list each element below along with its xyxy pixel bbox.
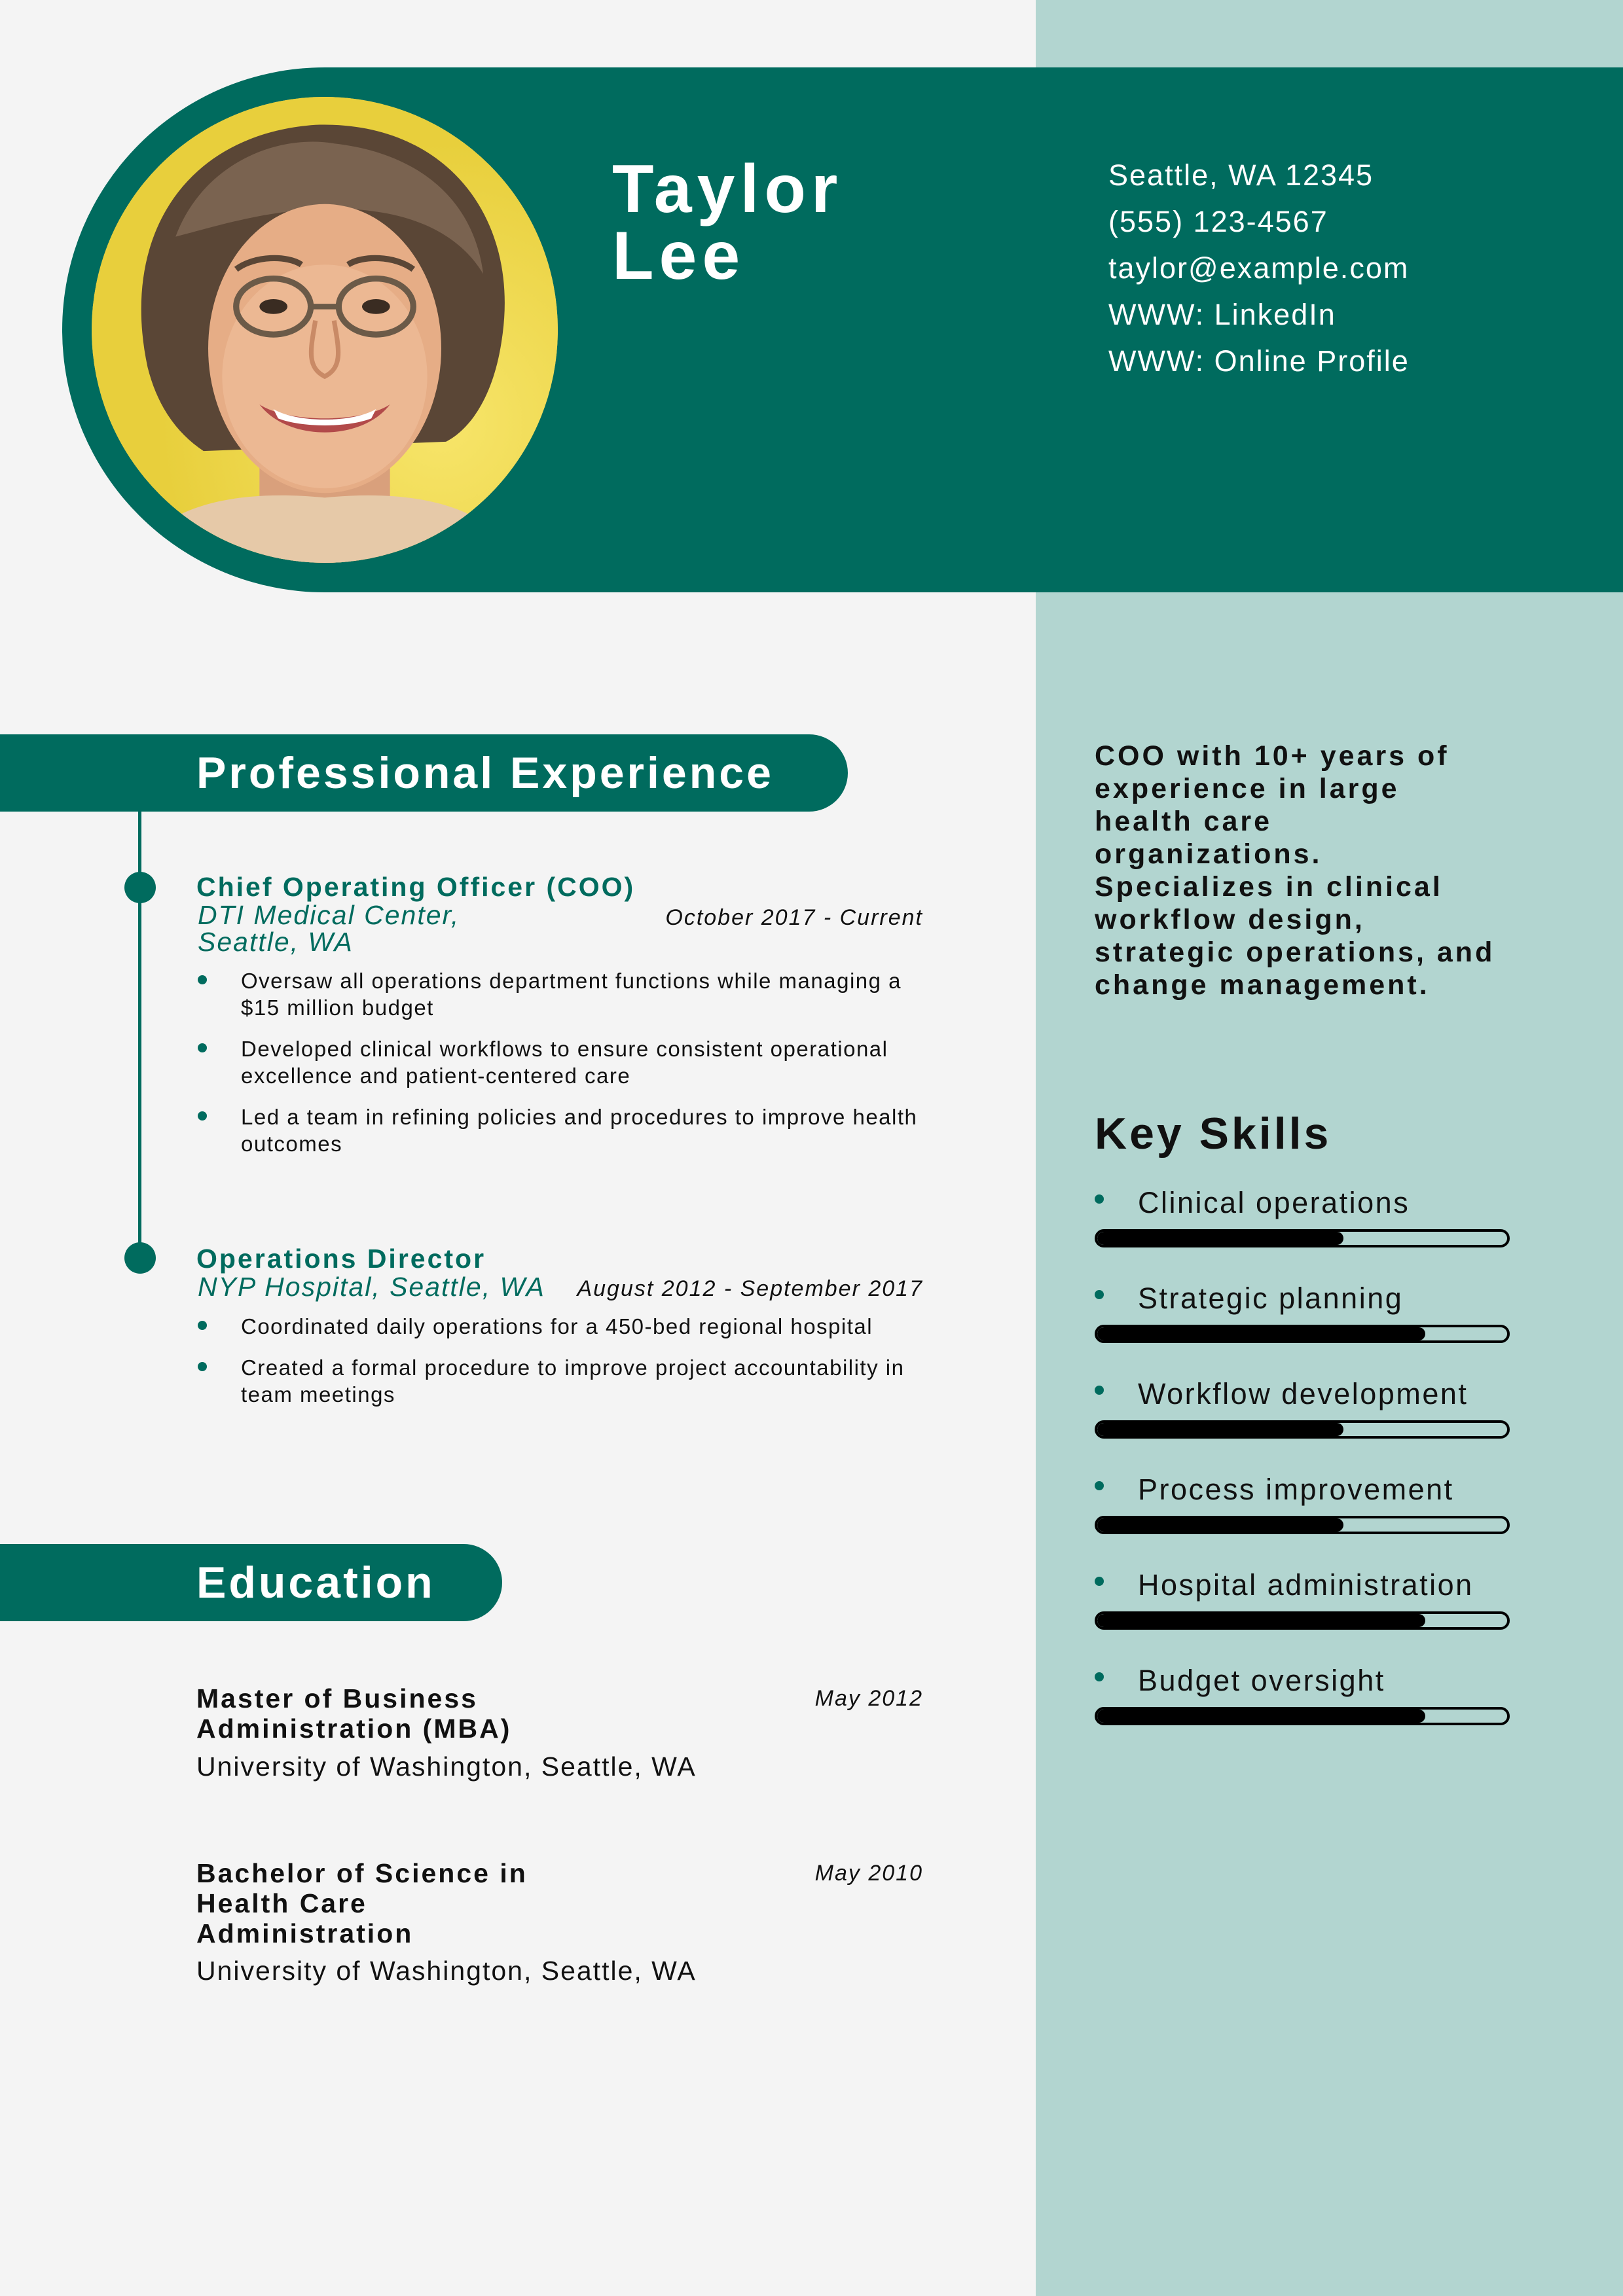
education-degree (196, 1858, 655, 1948)
skill-bullet (1095, 1194, 1104, 1204)
degree-line: Bachelor of Science in (196, 1858, 528, 1888)
profile-photo-illustration (92, 97, 558, 563)
contact-address: Seattle, WA 12345 (1108, 158, 1374, 192)
skill-level-bar (1095, 1611, 1510, 1630)
skill-label: Budget oversight (1138, 1664, 1385, 1697)
skill-level-bar (1095, 1420, 1510, 1439)
job-company-line: Seattle, WA (198, 927, 354, 957)
skill-level-bar (1095, 1707, 1510, 1725)
profile-photo (92, 97, 558, 563)
timeline-dot (124, 872, 156, 903)
education-degree (196, 1683, 655, 1744)
job-bullet: Oversaw all operations department functions while managing a $15 million budget (198, 967, 938, 1021)
education-heading-text: Education (196, 1558, 435, 1607)
skill-label: Workflow development (1138, 1377, 1468, 1410)
degree-line: Master of Business (196, 1683, 478, 1713)
skill-level-bar (1095, 1325, 1510, 1343)
contact-linkedin[interactable]: WWW: LinkedIn (1108, 298, 1336, 331)
skill-bullet (1095, 1290, 1104, 1299)
job-company-line: DTI Medical Center, (198, 900, 460, 930)
skill-label: Process improvement (1138, 1473, 1454, 1506)
degree-line: Administration (MBA) (196, 1713, 512, 1744)
job-bullet: Led a team in refining policies and procedures to improve health outcomes (198, 1103, 938, 1157)
skill-level-fill (1097, 1710, 1425, 1723)
education-date: May 2012 (814, 1686, 923, 1711)
professional-summary: COO with 10+ years of experience in large health care organizations. Specializes in clinical workflow design, strategic operations, and change management. (1095, 740, 1495, 1001)
job-bullet: Created a formal procedure to improve project accountability in team meetings (198, 1354, 938, 1408)
skill-level-bar (1095, 1516, 1510, 1534)
skill-bullet (1095, 1386, 1104, 1395)
contact-info (1108, 152, 1410, 384)
skill-level-fill (1097, 1423, 1343, 1436)
skill-bullet (1095, 1481, 1104, 1490)
job-bullet: Developed clinical workflows to ensure consistent operational excellence and patient-centered care (198, 1035, 938, 1089)
skill-level-fill (1097, 1232, 1343, 1245)
education-date: May 2010 (814, 1861, 923, 1886)
candidate-name (612, 151, 843, 294)
skill-label: Clinical operations (1138, 1186, 1410, 1219)
job-title: Operations Director (196, 1244, 486, 1274)
experience-heading (0, 734, 848, 812)
job-bullets (198, 1313, 938, 1422)
job-company: NYP Hospital, Seattle, WA (198, 1272, 545, 1302)
job-bullet: Coordinated daily operations for a 450-bed regional hospital (198, 1313, 938, 1340)
degree-line: Health Care (196, 1888, 367, 1918)
skill-label: Hospital administration (1138, 1568, 1474, 1602)
contact-email[interactable]: taylor@example.com (1108, 251, 1410, 285)
skill-bullet (1095, 1672, 1104, 1681)
skills-heading: Key Skills (1095, 1109, 1332, 1158)
job-dates: August 2012 - September 2017 (577, 1276, 923, 1301)
skill-level-fill (1097, 1518, 1343, 1532)
education-school: University of Washington, Seattle, WA (196, 1956, 697, 1986)
experience-heading-text: Professional Experience (196, 748, 774, 798)
skill-level-bar (1095, 1229, 1510, 1247)
last-name: Lee (612, 218, 746, 294)
job-title: Chief Operating Officer (COO) (196, 872, 636, 902)
degree-line: Administration (196, 1918, 414, 1948)
contact-phone: (555) 123-4567 (1108, 205, 1328, 238)
job-bullets (198, 967, 938, 1172)
timeline-dot (124, 1242, 156, 1274)
skill-level-fill (1097, 1614, 1425, 1627)
education-school: University of Washington, Seattle, WA (196, 1751, 697, 1782)
education-heading (0, 1544, 502, 1621)
skill-label: Strategic planning (1138, 1282, 1404, 1315)
skill-level-fill (1097, 1327, 1425, 1340)
job-company (198, 902, 460, 956)
contact-online-profile[interactable]: WWW: Online Profile (1108, 344, 1410, 378)
first-name: Taylor (612, 151, 843, 227)
job-dates: October 2017 - Current (665, 905, 923, 930)
skill-bullet (1095, 1577, 1104, 1586)
